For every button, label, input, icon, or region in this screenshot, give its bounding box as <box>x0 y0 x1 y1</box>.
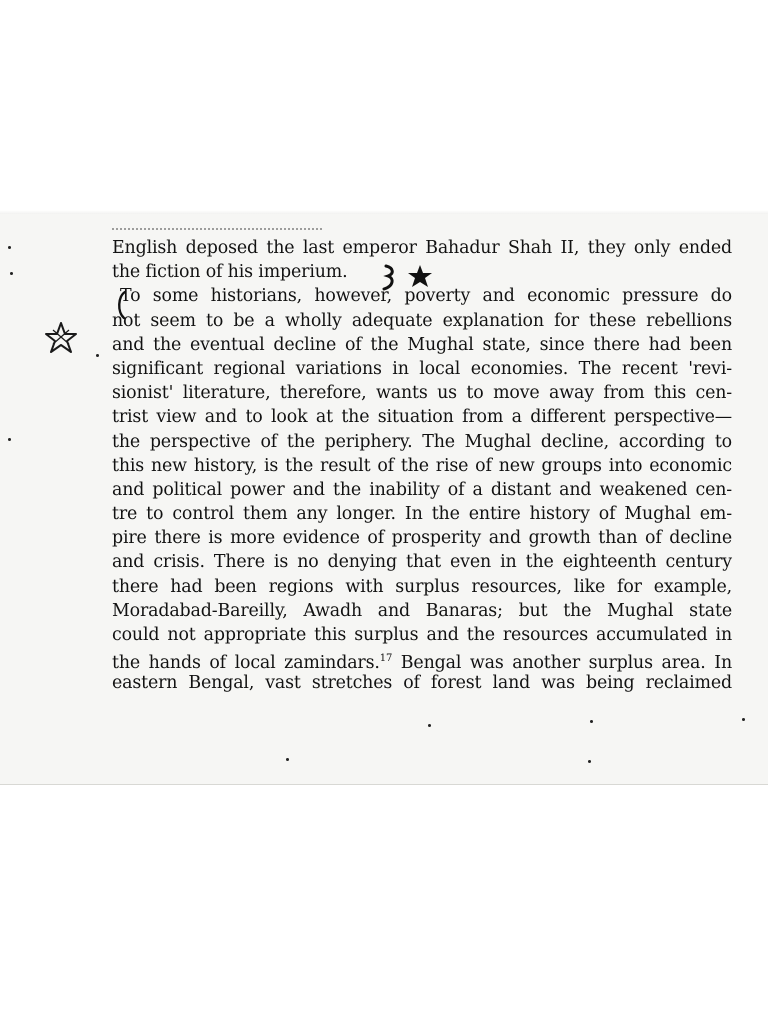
text-line: the perspective of the periphery. The Mughal decline, according to <box>112 431 732 452</box>
text-line: trist view and to look at the situation from a different perspective— <box>112 407 732 428</box>
margin-speck <box>8 438 11 441</box>
text-line: Moradabad-Bareilly, Awadh and Banaras; but the Mughal state <box>112 600 732 621</box>
text-line: English deposed the last emperor Bahadur Shah II, they only ended <box>112 238 732 258</box>
text-line: significant regional variations in local economies. The recent 'revi- <box>112 358 732 379</box>
margin-speck <box>8 246 11 249</box>
text-line: and the eventual decline of the Mughal state, since there had been <box>112 334 732 355</box>
margin-speck <box>96 354 99 357</box>
text-line: pire there is more evidence of prosperity and growth than of decline <box>112 528 732 549</box>
text-line: the fiction of his imperium. <box>112 262 348 283</box>
document-body <box>112 236 732 696</box>
text-line: To some historians, however, poverty and economic pressure do <box>120 286 732 307</box>
text-line: the hands of local zamindars.$^{17}$ Bengal was another surplus area. In <box>112 652 732 673</box>
margin-speck <box>286 758 289 761</box>
margin-speck <box>10 272 13 275</box>
text-line: not seem to be a wholly adequate explanation for these rebellions <box>112 310 732 331</box>
text-line: this new history, is the result of the rise of new groups into economic <box>112 455 732 476</box>
margin-speck <box>742 718 745 721</box>
text-line: sionist' literature, therefore, wants us to move away from this cen- <box>112 383 732 404</box>
text-line: there had been regions with surplus resources, like for example, <box>112 576 732 597</box>
text-line: and crisis. There is no denying that even in the eighteenth century <box>112 552 732 573</box>
margin-speck <box>428 724 431 727</box>
cut-off-previous-line <box>112 228 322 234</box>
footnote-marker: 17 <box>379 653 393 665</box>
text-line: eastern Bengal, vast stretches of forest land was being reclaimed <box>112 673 732 694</box>
text-line: and political power and the inability of a distant and weakened cen- <box>112 479 732 500</box>
margin-speck <box>590 720 593 723</box>
star-doodle-icon <box>44 320 78 354</box>
text-line: tre to control them any longer. In the entire history of Mughal em- <box>112 504 732 525</box>
margin-speck <box>588 760 591 763</box>
text-line: could not appropriate this surplus and the resources accumulated in <box>112 625 732 645</box>
